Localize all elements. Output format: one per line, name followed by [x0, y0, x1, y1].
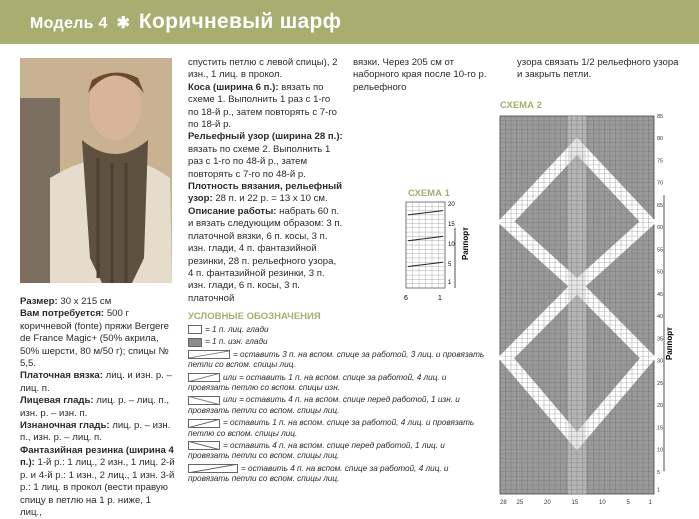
materials-value: 500 г коричневой (fonte) пряжи Bergere de France Magic+ (50% акрила, 50% шерсти, 80 м/50 г); спицы № 5,5.	[20, 308, 169, 370]
purl-symbol-icon	[188, 338, 202, 347]
model-photo	[20, 58, 172, 283]
materials-label: Вам потребуется:	[20, 308, 105, 320]
page-header	[0, 0, 699, 44]
schema2-x-label: 25	[516, 500, 524, 506]
schema1-y-label-20: 20	[448, 202, 455, 208]
garter-value: лиц. и изн. р. – лиц. п.	[20, 370, 172, 394]
photo-illustration	[20, 58, 172, 283]
legend-item: = 1 п. лиц. глади	[188, 325, 488, 335]
schema2-x-label: 20	[544, 500, 551, 506]
schema2-y-label: 60	[657, 225, 664, 232]
schema2-y-label: 40	[657, 314, 664, 321]
col2-intro: спустить петлю с левой спицы), 2 изн., 1 лиц. в прокол.	[188, 57, 338, 81]
schema1-y-label-10: 10	[448, 242, 455, 248]
legend-item: или = оставить 4 п. на вспом. спице перед работой, 1 изн. и провязать петли со вспом. спицы лиц.	[188, 395, 460, 415]
stockinette-label: Лицевая гладь:	[20, 395, 94, 407]
schema2-y-label: 65	[657, 202, 664, 209]
schema1-title: СХЕМА 1	[408, 188, 450, 199]
schema1-rapport: Раппорт	[461, 227, 470, 260]
legend-item: или = оставить 1 п. на вспом. спице за работой, 4 лиц. и провязать петлю со вспом. спицы изн.	[188, 372, 447, 393]
schema2-y-label: 50	[657, 269, 664, 276]
schema1-chart	[400, 198, 480, 308]
cable-1x4-knit-icon	[188, 419, 220, 428]
legend-item: = оставить 4 п. на вспом. спице за работой, 4 лиц. и провязать петли со вспом. спицы лиц.	[188, 463, 449, 484]
schema2-x-label: 28	[500, 500, 507, 506]
stockinette-value: лиц. р. – лиц. п., изн. р. – изн. п.	[20, 395, 170, 419]
cable-value: вязать по схеме 1. Выполнить 1 раз с 1-го по 18-й р., затем повторять с 7-го по 18-й р.	[188, 81, 337, 131]
legend-item: = оставить 4 п. на вспом. спице перед работой, 1 лиц. и провязать петли со вспом. спицы лиц.	[188, 441, 445, 461]
schema2-y-label: 85	[657, 114, 664, 120]
gauge-label: Плотность вязания, рельефный узор:	[188, 181, 343, 205]
schema2-y-label: 35	[657, 336, 664, 343]
schema2-y-label: 80	[657, 136, 664, 143]
legend-item: = 1 п. изн. глади	[188, 337, 488, 347]
schema2-y-label: 10	[657, 447, 664, 454]
size-label: Размер:	[20, 296, 58, 307]
relief-value: вязать по схеме 2. Выполнить 1 раз с 1-го по 48-й р., затем повторять с 7-го по 48-й р.	[188, 143, 331, 180]
description-value: набрать 60 п. и вязать следующим образом: 3 п. платочной вязки, 6 п. косы, 3 п. изн. глади, 4 п. фантазийной резинки, 28 п. рельефного узора, 4 п. фантазийной резинки, 3 п. изн. глади, 6 п. косы, 3 п. платочной	[188, 205, 343, 304]
schema1-x-label-1: 1	[438, 295, 442, 302]
fancy-rib-label: Фантазийная резинка (ширина 4 п.):	[20, 444, 174, 469]
legend-item: = оставить 1 п. на вспом. спице за работой, 4 лиц. и провязать петлю со вспом. спицы лиц.	[188, 418, 475, 438]
schema2-y-label: 15	[657, 425, 664, 432]
schema2-y-label: 70	[657, 180, 664, 187]
col4-text: узора связать 1/2 рельефного узора и закрыть петли.	[517, 57, 679, 81]
schema2-title: СХЕМА 2	[500, 100, 542, 111]
cable-3x3-icon	[188, 350, 230, 359]
knit-symbol-icon	[188, 325, 202, 334]
schema2-chart	[494, 110, 699, 510]
schema2-y-label: 5	[657, 469, 661, 476]
schema1-y-label-5: 5	[448, 262, 452, 268]
garter-label: Платочная вязка:	[20, 370, 103, 382]
legend-title: УСЛОВНЫЕ ОБОЗНАЧЕНИЯ	[188, 311, 321, 322]
schema2-x-label: 5	[626, 500, 630, 506]
legend-item: = оставить 3 п. на вспом. спице за работой, 3 лиц. и провязать петли со вспом. спицы лиц.	[188, 349, 485, 370]
cable-4x1-knit-icon	[188, 441, 220, 450]
schema1-y-label-1: 1	[448, 280, 452, 286]
scarf-title: Коричневый шарф	[138, 10, 342, 33]
column-3	[353, 57, 499, 94]
schema2-y-label: 45	[657, 291, 664, 298]
legend-list	[188, 325, 488, 487]
cable-4x4-icon	[188, 464, 238, 473]
schema2-y-label: 20	[657, 403, 664, 410]
cable-1x4-icon	[188, 373, 220, 382]
schema2-y-label: 75	[657, 158, 664, 165]
size-value: 30 х 215 см	[60, 296, 112, 307]
schema2-y-label: 1	[657, 487, 661, 494]
schema2-y-label: 25	[657, 380, 664, 387]
column-1	[20, 296, 175, 519]
schema2-y-label: 30	[657, 358, 664, 365]
schema2-rapport: Раппорт	[665, 327, 674, 360]
header-title	[30, 10, 341, 34]
column-2	[188, 57, 343, 305]
model-label: Модель 4	[30, 15, 108, 32]
fancy-rib-value: 1-й р.: 1 лиц., 2 изн., 1 лиц. 2-й р. и 4-й р.: 1 изн., 2 лиц., 1 изн. 3-й р.: 1 лиц. в прокол (вести правую спицу в петлю на 1 р. ниже, 1 лиц.,	[20, 457, 175, 518]
schema2-x-label: 1	[648, 500, 652, 506]
reverse-stockinette-label: Изнаночная гладь:	[20, 420, 110, 432]
description-label: Описание работы:	[188, 205, 277, 217]
cable-4x1-icon	[188, 396, 220, 405]
gauge-value: 28 п. и 22 р. = 13 х 10 см.	[215, 193, 328, 205]
star-icon: ✱	[116, 15, 131, 32]
cable-label: Коса (ширина 6 п.):	[188, 81, 279, 93]
schema2-y-label: 55	[657, 247, 664, 254]
schema2-x-label: 15	[571, 500, 579, 506]
schema2-x-label: 10	[599, 500, 606, 506]
schema1-x-label-6: 6	[404, 295, 408, 302]
schema1-y-label-15: 15	[448, 222, 455, 228]
col3-text: вязки. Через 205 см от наборного края после 10-го р. рельефного	[353, 57, 487, 93]
reverse-stockinette-value: лиц. р. – изн. п., изн. р. – лиц. п.	[20, 420, 171, 444]
relief-label: Рельефный узор (ширина 28 п.):	[188, 131, 343, 143]
column-4	[517, 57, 682, 82]
